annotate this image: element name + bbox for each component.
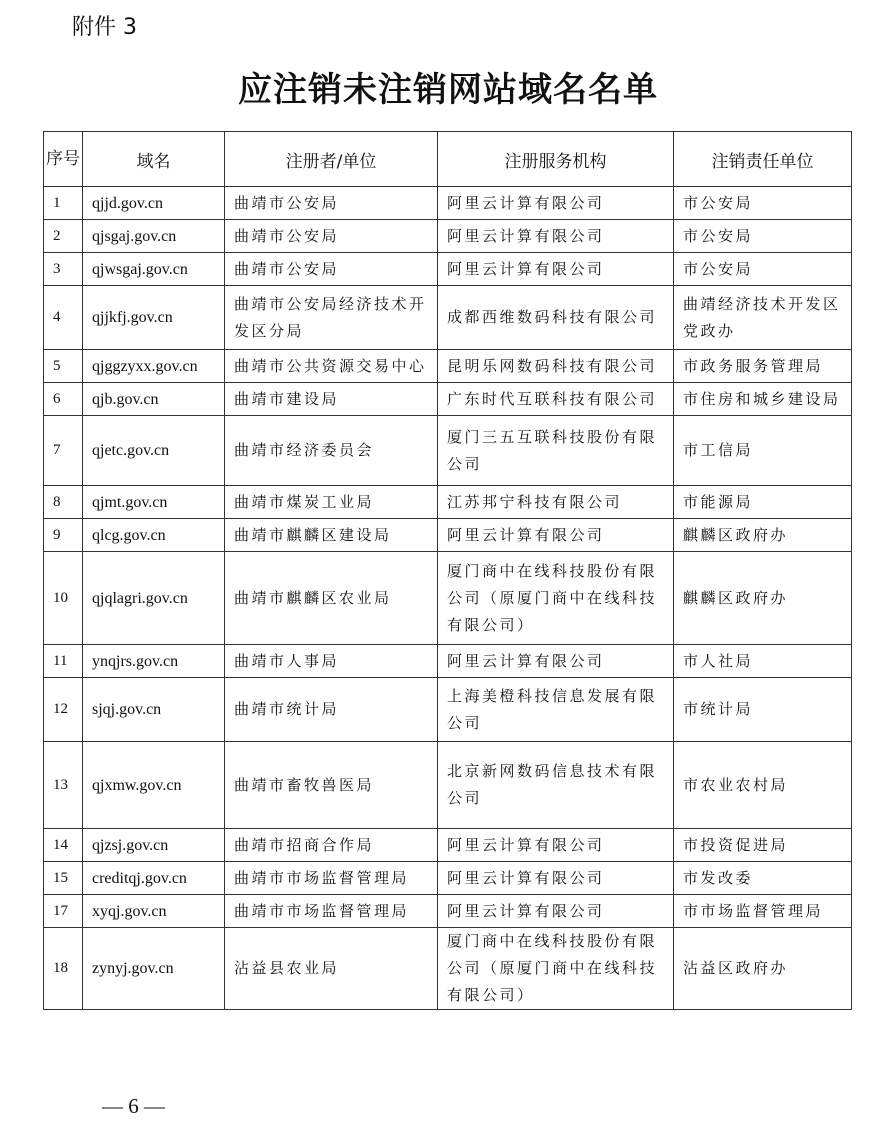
cell-registrant: 曲靖市公安局 (225, 187, 438, 220)
table-row (44, 928, 852, 1010)
cell-seq: 12 (44, 678, 83, 742)
cell-domain: qjzsj.gov.cn (83, 829, 225, 862)
cell-responsible: 沾益区政府办 (674, 928, 852, 1010)
cell-registrant: 曲靖市经济委员会 (225, 416, 438, 486)
cell-seq: 14 (44, 829, 83, 862)
table-row (44, 519, 852, 552)
cell-registrar: 成都西维数码科技有限公司 (438, 286, 674, 350)
cell-domain: qjsgaj.gov.cn (83, 220, 225, 253)
cell-domain: ynqjrs.gov.cn (83, 645, 225, 678)
header-registrant: 注册者/单位 (225, 132, 438, 187)
cell-responsible: 市公安局 (674, 253, 852, 286)
cell-responsible: 市市场监督管理局 (674, 895, 852, 928)
cell-registrar: 阿里云计算有限公司 (438, 253, 674, 286)
cell-seq: 13 (44, 742, 83, 829)
cell-registrar: 厦门商中在线科技股份有限公司（原厦门商中在线科技有限公司） (438, 552, 674, 645)
cell-domain: qjjkfj.gov.cn (83, 286, 225, 350)
table-row (44, 742, 852, 829)
table-row (44, 645, 852, 678)
cell-responsible: 市住房和城乡建设局 (674, 383, 852, 416)
cell-domain: zynyj.gov.cn (83, 928, 225, 1010)
cell-registrar: 上海美橙科技信息发展有限公司 (438, 678, 674, 742)
cell-responsible: 市工信局 (674, 416, 852, 486)
table-row (44, 253, 852, 286)
cell-domain: qjetc.gov.cn (83, 416, 225, 486)
cell-registrar: 阿里云计算有限公司 (438, 895, 674, 928)
cell-seq: 18 (44, 928, 83, 1010)
table-row (44, 678, 852, 742)
cell-seq: 15 (44, 862, 83, 895)
table-row (44, 350, 852, 383)
cell-domain: qjwsgaj.gov.cn (83, 253, 225, 286)
cell-seq: 3 (44, 253, 83, 286)
cell-seq: 6 (44, 383, 83, 416)
header-seq: 序号 (44, 132, 83, 187)
cell-seq: 10 (44, 552, 83, 645)
cell-responsible: 市人社局 (674, 645, 852, 678)
cell-registrar: 阿里云计算有限公司 (438, 187, 674, 220)
header-registrar: 注册服务机构 (438, 132, 674, 187)
cell-domain: qjmt.gov.cn (83, 486, 225, 519)
cell-seq: 11 (44, 645, 83, 678)
cell-seq: 7 (44, 416, 83, 486)
cell-registrant: 曲靖市市场监督管理局 (225, 862, 438, 895)
page-number: — 6 — (102, 1094, 165, 1118)
cell-responsible: 麒麟区政府办 (674, 519, 852, 552)
cell-responsible: 市政务服务管理局 (674, 350, 852, 383)
cell-responsible: 市发改委 (674, 862, 852, 895)
cell-registrant: 曲靖市公共资源交易中心 (225, 350, 438, 383)
cell-registrar: 厦门商中在线科技股份有限公司（原厦门商中在线科技有限公司） (438, 928, 674, 1010)
cell-registrant: 曲靖市建设局 (225, 383, 438, 416)
table-row (44, 829, 852, 862)
cell-registrar: 阿里云计算有限公司 (438, 645, 674, 678)
cell-registrant: 曲靖市统计局 (225, 678, 438, 742)
cell-domain: qjxmw.gov.cn (83, 742, 225, 829)
cell-responsible: 曲靖经济技术开发区党政办 (674, 286, 852, 350)
cell-responsible: 市公安局 (674, 187, 852, 220)
cell-registrant: 曲靖市人事局 (225, 645, 438, 678)
cell-registrar: 阿里云计算有限公司 (438, 829, 674, 862)
table-row (44, 383, 852, 416)
table-row (44, 895, 852, 928)
cell-registrant: 曲靖市市场监督管理局 (225, 895, 438, 928)
cell-registrar: 阿里云计算有限公司 (438, 220, 674, 253)
header-responsible: 注销责任单位 (674, 132, 852, 187)
cell-registrar: 广东时代互联科技有限公司 (438, 383, 674, 416)
cell-seq: 8 (44, 486, 83, 519)
table-row (44, 862, 852, 895)
cell-registrant: 曲靖市煤炭工业局 (225, 486, 438, 519)
cell-domain: qjb.gov.cn (83, 383, 225, 416)
cell-registrar: 阿里云计算有限公司 (438, 862, 674, 895)
cell-registrant: 曲靖市麒麟区农业局 (225, 552, 438, 645)
cell-registrant: 曲靖市公安局 (225, 220, 438, 253)
cell-registrant: 曲靖市畜牧兽医局 (225, 742, 438, 829)
cell-registrar: 江苏邦宁科技有限公司 (438, 486, 674, 519)
table-row (44, 286, 852, 350)
cell-seq: 2 (44, 220, 83, 253)
cell-domain: qlcg.gov.cn (83, 519, 225, 552)
cell-seq: 5 (44, 350, 83, 383)
cell-responsible: 市投资促进局 (674, 829, 852, 862)
cell-domain: xyqj.gov.cn (83, 895, 225, 928)
table-row (44, 187, 852, 220)
cell-registrar: 北京新网数码信息技术有限公司 (438, 742, 674, 829)
header-domain: 域名 (83, 132, 225, 187)
domain-table (43, 131, 852, 1010)
cell-registrant: 沾益县农业局 (225, 928, 438, 1010)
cell-responsible: 市统计局 (674, 678, 852, 742)
cell-domain: qjqlagri.gov.cn (83, 552, 225, 645)
cell-domain: sjqj.gov.cn (83, 678, 225, 742)
table-row (44, 552, 852, 645)
cell-responsible: 麒麟区政府办 (674, 552, 852, 645)
table-header-row (44, 132, 852, 187)
page-title: 应注销未注销网站域名名单 (238, 70, 658, 110)
cell-seq: 1 (44, 187, 83, 220)
attachment-label: 附件 3 (72, 15, 137, 40)
cell-seq: 4 (44, 286, 83, 350)
cell-responsible: 市能源局 (674, 486, 852, 519)
table-row (44, 486, 852, 519)
cell-domain: qjggzyxx.gov.cn (83, 350, 225, 383)
cell-domain: creditqj.gov.cn (83, 862, 225, 895)
cell-registrant: 曲靖市公安局 (225, 253, 438, 286)
cell-responsible: 市农业农村局 (674, 742, 852, 829)
cell-registrant: 曲靖市招商合作局 (225, 829, 438, 862)
table-row (44, 416, 852, 486)
cell-seq: 9 (44, 519, 83, 552)
cell-domain: qjjd.gov.cn (83, 187, 225, 220)
cell-responsible: 市公安局 (674, 220, 852, 253)
cell-registrant: 曲靖市麒麟区建设局 (225, 519, 438, 552)
cell-registrar: 阿里云计算有限公司 (438, 519, 674, 552)
cell-registrant: 曲靖市公安局经济技术开发区分局 (225, 286, 438, 350)
table-row (44, 220, 852, 253)
cell-registrar: 昆明乐网数码科技有限公司 (438, 350, 674, 383)
cell-seq: 17 (44, 895, 83, 928)
cell-registrar: 厦门三五互联科技股份有限公司 (438, 416, 674, 486)
